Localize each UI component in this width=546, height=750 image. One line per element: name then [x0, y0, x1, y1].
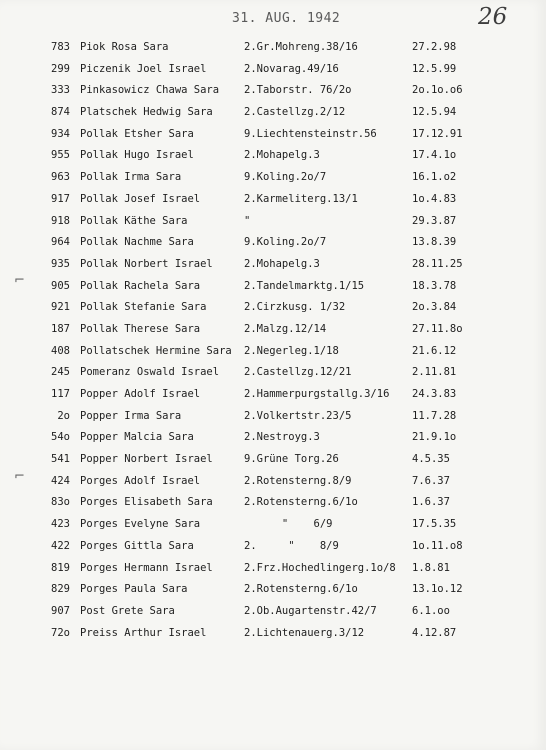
person-name: Popper Norbert Israel: [80, 453, 213, 466]
address: 2.Mohapelg.3: [244, 257, 320, 270]
list-item: [0, 319, 546, 341]
birth-date: 17.12.91: [412, 127, 463, 140]
entry-number: 2o: [57, 409, 70, 422]
list-item: [0, 449, 546, 471]
address: 2.Karmeliterg.13/1: [244, 192, 358, 205]
person-name: Porges Hermann Israel: [80, 561, 213, 574]
list-item: [0, 124, 546, 146]
person-name: Porges Adolf Israel: [80, 474, 201, 487]
birth-date: 21.6.12: [412, 344, 457, 357]
address: 2.Rotensterng.6/1o: [244, 583, 358, 596]
list-item: [0, 59, 546, 81]
address: 2.Rotensterng.8/9: [244, 474, 352, 487]
entry-number: 541: [51, 453, 70, 466]
list-item: [0, 232, 546, 254]
person-name: Pinkasowicz Chawa Sara: [80, 84, 220, 97]
list-item: [0, 406, 546, 428]
address: 2.Gr.Mohreng.38/16: [244, 41, 358, 53]
margin-mark: ⌐: [14, 273, 25, 288]
birth-date: 4.5.35: [412, 453, 450, 466]
birth-date: 29.3.87: [412, 214, 457, 227]
entry-number: 905: [51, 279, 70, 292]
list-item: [0, 471, 546, 493]
list-item: [0, 362, 546, 384]
address: 2.Negerleg.1/18: [244, 344, 339, 357]
birth-date: 12.5.99: [412, 62, 457, 75]
list-item: [0, 427, 546, 449]
date-stamp: 31. AUG. 1942: [232, 11, 341, 26]
entry-number: 907: [51, 604, 70, 617]
entry-number: 424: [51, 474, 70, 487]
birth-date: 1o.4.83: [412, 192, 457, 205]
list-item: [0, 384, 546, 406]
birth-date: 4.12.87: [412, 626, 457, 639]
list-item: [0, 297, 546, 319]
entry-number: 964: [51, 236, 70, 249]
entry-number: 117: [51, 388, 70, 400]
birth-date: 24.3.83: [412, 388, 457, 400]
entry-number: 423: [51, 518, 70, 531]
person-name: Pollak Rachela Sara: [80, 279, 201, 292]
birth-date: 27.2.98: [412, 41, 457, 53]
address: 2.Lichtenauerg.3/12: [244, 626, 365, 639]
address: 9.Koling.2o/7: [244, 171, 327, 184]
person-name: Porges Elisabeth Sara: [80, 496, 213, 509]
birth-date: 7.6.37: [412, 474, 450, 487]
page-number: 26: [478, 4, 508, 30]
birth-date: 18.3.78: [412, 279, 457, 292]
birth-date: 1.8.81: [412, 561, 450, 574]
list-item: [0, 601, 546, 623]
entry-number: 408: [51, 344, 70, 357]
birth-date: 2o.3.84: [412, 301, 457, 314]
address: 2.Rotensterng.6/1o: [244, 496, 358, 509]
birth-date: 1o.11.o8: [412, 539, 463, 552]
address: 2.Nestroyg.3: [244, 431, 320, 444]
list-item: [0, 167, 546, 189]
list-item: [0, 536, 546, 558]
person-name: Pollak Hugo Israel: [80, 149, 194, 162]
entry-list: [0, 37, 546, 644]
person-name: Platschek Hedwig Sara: [80, 106, 213, 119]
list-item: [0, 145, 546, 167]
address: ": [244, 214, 251, 227]
birth-date: 13.8.39: [412, 236, 457, 249]
person-name: Piok Rosa Sara: [80, 41, 169, 53]
person-name: Popper Irma Sara: [80, 409, 182, 422]
address: 9.Grüne Torg.26: [244, 453, 339, 466]
person-name: Preiss Arthur Israel: [80, 626, 207, 639]
entry-number: 299: [51, 62, 70, 75]
list-item: [0, 211, 546, 233]
address: 2.Ob.Augartenstr.42/7: [244, 604, 377, 617]
birth-date: 1.6.37: [412, 496, 450, 509]
address: 2.Castellzg.2/12: [244, 106, 346, 119]
address: 2.Tandelmarktg.1/15: [244, 279, 365, 292]
address: 9.Liechtensteinstr.56: [244, 127, 377, 140]
person-name: Pomeranz Oswald Israel: [80, 366, 220, 379]
address: 2. " 8/9: [244, 539, 339, 552]
entry-number: 245: [51, 366, 70, 379]
person-name: Pollak Stefanie Sara: [80, 301, 207, 314]
entry-number: 187: [51, 322, 70, 335]
person-name: Pollatschek Hermine Sara: [80, 344, 232, 357]
entry-number: 72o: [51, 626, 70, 639]
person-name: Pollak Josef Israel: [80, 192, 201, 205]
address: 2.Novarag.49/16: [244, 62, 339, 75]
person-name: Piczenik Joel Israel: [80, 62, 207, 75]
birth-date: 28.11.25: [412, 257, 463, 270]
entry-number: 829: [51, 583, 70, 596]
list-item: [0, 37, 546, 59]
person-name: Popper Malcia Sara: [80, 431, 194, 444]
entry-number: 54o: [51, 431, 70, 444]
birth-date: 16.1.o2: [412, 171, 457, 184]
birth-date: 6.1.oo: [412, 604, 450, 617]
birth-date: 11.7.28: [412, 409, 457, 422]
address: 9.Koling.2o/7: [244, 236, 327, 249]
person-name: Porges Gittla Sara: [80, 539, 194, 552]
person-name: Pollak Therese Sara: [80, 322, 201, 335]
address: 2.Hammerpurgstallg.3/16: [244, 388, 390, 400]
birth-date: 12.5.94: [412, 106, 457, 119]
entry-number: 422: [51, 539, 70, 552]
birth-date: 2.11.81: [412, 366, 457, 379]
list-item: [0, 189, 546, 211]
birth-date: 2o.1o.o6: [412, 84, 463, 97]
address: 2.Cirzkusg. 1/32: [244, 301, 346, 314]
address: 2.Volkertstr.23/5: [244, 409, 352, 422]
address: 2.Mohapelg.3: [244, 149, 320, 162]
entry-number: 333: [51, 84, 70, 97]
birth-date: 27.11.8o: [412, 322, 463, 335]
margin-mark: ⌐: [14, 469, 25, 484]
list-item: [0, 254, 546, 276]
person-name: Porges Paula Sara: [80, 583, 188, 596]
list-item: [0, 492, 546, 514]
list-item: [0, 102, 546, 124]
address: " 6/9: [244, 518, 333, 531]
address: 2.Taborstr. 76/2o: [244, 84, 352, 97]
entry-number: 934: [51, 127, 70, 140]
birth-date: 13.1o.12: [412, 583, 463, 596]
entry-number: 874: [51, 106, 70, 119]
entry-number: 83o: [51, 496, 70, 509]
list-item: [0, 623, 546, 645]
birth-date: 17.5.35: [412, 518, 457, 531]
entry-number: 935: [51, 257, 70, 270]
person-name: Pollak Irma Sara: [80, 171, 182, 184]
person-name: Pollak Käthe Sara: [80, 214, 188, 227]
entry-number: 917: [51, 192, 70, 205]
list-item: [0, 341, 546, 363]
person-name: Post Grete Sara: [80, 604, 175, 617]
person-name: Popper Adolf Israel: [80, 388, 201, 400]
entry-number: 955: [51, 149, 70, 162]
address: 2.Frz.Hochedlingerg.1o/8: [244, 561, 396, 574]
address: 2.Castellzg.12/21: [244, 366, 352, 379]
person-name: Pollak Etsher Sara: [80, 127, 194, 140]
list-item: [0, 276, 546, 298]
entry-number: 783: [51, 41, 70, 53]
person-name: Pollak Nachme Sara: [80, 236, 194, 249]
list-item: [0, 514, 546, 536]
list-item: [0, 558, 546, 580]
entry-number: 918: [51, 214, 70, 227]
list-item: [0, 579, 546, 601]
address: 2.Malzg.12/14: [244, 322, 327, 335]
list-item: [0, 80, 546, 102]
entry-number: 921: [51, 301, 70, 314]
birth-date: 17.4.1o: [412, 149, 457, 162]
entry-number: 963: [51, 171, 70, 184]
person-name: Porges Evelyne Sara: [80, 518, 201, 531]
birth-date: 21.9.1o: [412, 431, 457, 444]
entry-number: 819: [51, 561, 70, 574]
person-name: Pollak Norbert Israel: [80, 257, 213, 270]
